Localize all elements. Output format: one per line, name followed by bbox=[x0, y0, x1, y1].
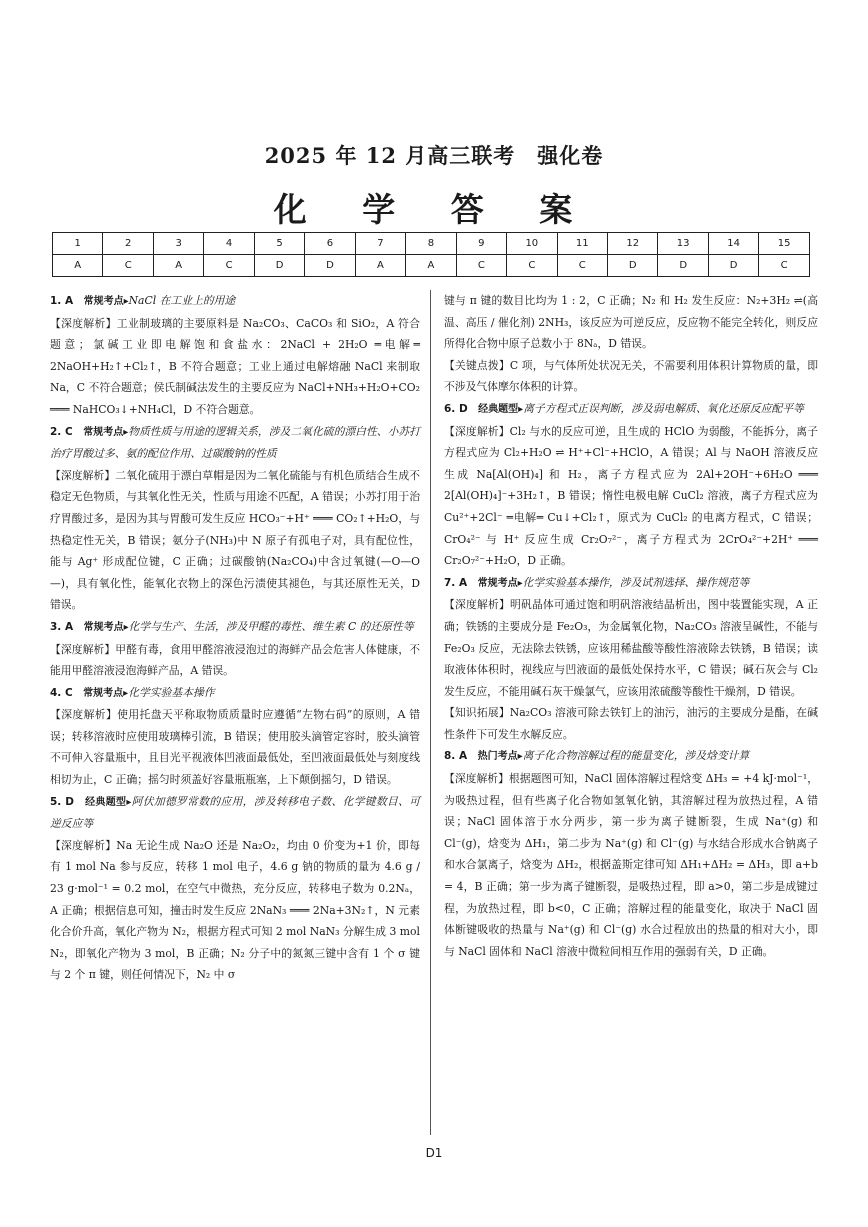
left-column bbox=[50, 290, 420, 986]
explanation-text: 【深度解析】二氧化硫用于漂白草帽是因为二氧化硫能与有机色质结合生成不稳定无色物质，与其氧化性无关，性质与用途不匹配，A 错误；小苏打用于治疗胃酸过多，是因为其与胃酸可发生反应 HCO₃⁻+H⁺ ═══ CO₂↑+H₂O，与热稳定性无关，B 错误；氨分子(NH₃)中 N 原子有孤电子对，具有配位性，能与 Ag⁺ 形成配位键，C 正确；过碳酸钠(Na₂CO₄)中含过氧键(—O—O—)，具有氧化性，能氧化衣物上的深色污渍使其褪色，与其还原性无关，D 错误。 bbox=[50, 468, 420, 612]
exam-title: 2025 年 12 月高三联考 强化卷 bbox=[264, 143, 604, 168]
answer-table-answer-cell: A bbox=[153, 255, 203, 277]
explanation-text: 【关键点拨】C 项，与气体所处状况无关，不需要利用体积计算物质的量，即不涉及气体摩尔体积的计算。 bbox=[444, 358, 818, 394]
answer-table-answer-cell: A bbox=[355, 255, 405, 277]
answer-table-number-cell: 10 bbox=[507, 233, 557, 255]
explanation-text: 【深度解析】甲醛有毒，食用甲醛溶液浸泡过的海鲜产品会危害人体健康，不能用甲醛溶液浸泡海鲜产品，A 错误。 bbox=[50, 642, 420, 678]
answer-table-answer-cell: C bbox=[507, 255, 557, 277]
answer-table-answer-cell: A bbox=[53, 255, 103, 277]
explanation-text: 【知识拓展】Na₂CO₃ 溶液可除去铁钉上的油污，油污的主要成分是酯，在碱性条件下可发生水解反应。 bbox=[444, 706, 818, 741]
answer-table-number-cell: 8 bbox=[406, 233, 456, 255]
answer-table-number-cell: 15 bbox=[759, 233, 810, 255]
answer-explanation bbox=[444, 572, 818, 703]
answer-table-answer-cell: D bbox=[658, 255, 708, 277]
answer-table-number-cell: 14 bbox=[708, 233, 758, 255]
explanation-text: 【深度解析】明矾晶体可通过饱和明矾溶液结晶析出，图中装置能实现，A 正确；铁锈的主要成分是 Fe₂O₃，为金属氧化物，Na₂CO₃ 溶液呈碱性，不能与 Fe₂O₃ 反应，无法除去铁锈，应该用稀盐酸等酸性溶液除去铁锈，B 错误；读取液体体积时，视线应与凹液面的最低处保持水平，C 错误；碱石灰会与 Cl₂ 发生反应，不能用碱石灰干燥氯气，应该用浓硫酸等酸性干燥剂，D 错误。 bbox=[444, 598, 818, 698]
answer-table-answer-row bbox=[53, 255, 810, 277]
answer-explanation bbox=[444, 355, 818, 398]
answer-table-answer-cell: C bbox=[103, 255, 153, 277]
answer-table-number-cell: 13 bbox=[658, 233, 708, 255]
question-heading: 7. A 常规考点▸化学实验基本操作，涉及试剂选择、操作规范等 bbox=[444, 575, 750, 589]
answer-table-number-cell: 11 bbox=[557, 233, 607, 255]
explanation-text: 【深度解析】工业制玻璃的主要原料是 Na₂CO₃、CaCO₃ 和 SiO₂，A 符合题意；氯碱工业即电解饱和食盐水：2NaCl + 2H₂O ═电解═ 2NaOH+H₂↑+Cl₂↑，B 不符合题意；工业上通过电解熔融 NaCl 来制取 Na，C 不符合题意；侯氏制碱法发生的主要反应为 NaCl+NH₃+H₂O+CO₂ ═══ NaHCO₃↓+NH₄Cl，D 不符合题意。 bbox=[50, 316, 420, 416]
question-heading: 8. A 热门考点▸离子化合物溶解过程的能量变化，涉及焓变计算 bbox=[444, 749, 750, 763]
answer-table-answer-cell: C bbox=[557, 255, 607, 277]
answer-table-number-cell: 3 bbox=[153, 233, 203, 255]
column-divider bbox=[430, 290, 431, 1135]
explanation-text: 【深度解析】根据题图可知，NaCl 固体溶解过程焓变 ΔH₃ = +4 kJ·mol⁻¹，为吸热过程，但有些离子化合物如氢氧化钠，其溶解过程为放热过程，A 错误；NaCl 固体溶于水分两步，第一步为离子键断裂，生成 Na⁺(g) 和 Cl⁻(g)，焓变为 ΔH₁，第二步为 Na⁺(g) 和 Cl⁻(g) 与水结合形成水合钠离子和水合氯离子，焓变为 ΔH₂，根据盖斯定律可知 ΔH₁+ΔH₂ = ΔH₃，即 a+b = 4，B 正确；第一步为离子键断裂，是吸热过程，即 a>0，第二步是成键过程，为放热过程，即 b<0，C 正确；溶解过程的能量变化，取决于 NaCl 固体断键吸收的热量与 Na⁺(g) 和 Cl⁻(g) 水合过程放出的热量的相对大小，即与 NaCl 固体和 NaCl 溶液中微粒间相互作用的强弱有关，D 正确。 bbox=[444, 772, 818, 958]
answer-table-number-cell: 4 bbox=[204, 233, 254, 255]
answer-explanation bbox=[50, 290, 420, 421]
right-column bbox=[444, 290, 818, 962]
answer-explanation bbox=[444, 702, 818, 745]
answer-table-number-cell: 1 bbox=[53, 233, 103, 255]
answer-table-number-cell: 6 bbox=[305, 233, 355, 255]
answer-table-answer-cell: D bbox=[305, 255, 355, 277]
answer-table-answer-cell: C bbox=[204, 255, 254, 277]
answer-table-answer-cell: C bbox=[759, 255, 810, 277]
explanation-text: 【深度解析】Na 无论生成 Na₂O 还是 Na₂O₂，均由 0 价变为+1 价，即每有 1 mol Na 参与反应，转移 1 mol 电子，4.6 g 钠的物质的量为 4.6 g / 23 g·mol⁻¹ = 0.2 mol，在空气中微热，充分反应，转移电子数为 0.2Nₐ，A 正确；根据信息可知，撞击时发生反应 2NaN₃ ═══ 2Na+3N₂↑，N 元素化合价升高，氧化产物为 N₂，根据方程式可知 2 mol NaN₃ 分解生成 3 mol N₂，即氧化产物为 3 mol，B 正确；N₂ 分子中的氮氮三键中含有 1 个 σ 键与 2 个 π 键，则任何情况下，N₂ 中 σ bbox=[50, 838, 420, 982]
answer-table-number-cell: 2 bbox=[103, 233, 153, 255]
answer-explanation bbox=[444, 290, 818, 355]
answer-table-answer-cell: C bbox=[456, 255, 506, 277]
answer-explanation bbox=[444, 398, 818, 572]
answer-table-number-cell: 12 bbox=[607, 233, 657, 255]
answer-table-answer-cell: D bbox=[607, 255, 657, 277]
document-subtitle: 化 学 答 案 bbox=[273, 190, 595, 229]
page-number: D1 bbox=[425, 1146, 443, 1160]
answer-explanation bbox=[50, 616, 420, 682]
explanation-text: 键与 π 键的数目比均为 1 : 2，C 正确；N₂ 和 H₂ 发生反应：N₂+3H₂ ⇌(高温、高压 / 催化剂) 2NH₃，该反应为可逆反应，反应物不能完全转化，则反应所得化合物中原子总数小于 8Nₐ，D 错误。 bbox=[444, 294, 818, 351]
answer-explanation bbox=[50, 682, 420, 791]
answer-explanation bbox=[50, 791, 420, 986]
answer-table bbox=[52, 232, 810, 277]
answer-table-number-row bbox=[53, 233, 810, 255]
explanation-text: 【深度解析】Cl₂ 与水的反应可逆，且生成的 HClO 为弱酸，不能拆分，离子方程式应为 Cl₂+H₂O ⇌ H⁺+Cl⁻+HClO，A 错误；Al 与 NaOH 溶液反应生成 Na[Al(OH)₄] 和 H₂，离子方程式应为 2Al+2OH⁻+6H₂O ═══ 2[Al(OH)₄]⁻+3H₂↑，B 错误；惰性电极电解 CuCl₂ 溶液，离子方程式应为 Cu²⁺+2Cl⁻ ═电解═ Cu↓+Cl₂↑，原式为 CuCl₂ 的电离方程式，C 错误；CrO₄²⁻ 与 H⁺ 反应生成 Cr₂O₇²⁻，离子方程式为 2CrO₄²⁻+2H⁺ ═══ Cr₂O₇²⁻+H₂O，D 正确。 bbox=[444, 424, 818, 568]
answer-explanation bbox=[50, 421, 420, 616]
answer-explanation bbox=[444, 745, 818, 962]
question-heading: 5. D 经典题型▸阿伏加德罗常数的应用，涉及转移电子数、化学键数目、可逆反应等 bbox=[50, 794, 421, 831]
answer-table-number-cell: 9 bbox=[456, 233, 506, 255]
answer-table-answer-cell: A bbox=[406, 255, 456, 277]
question-heading: 2. C 常规考点▸物质性质与用途的逻辑关系，涉及二氧化硫的漂白性、小苏打治疗胃酸过多、氨的配位作用、过碳酸钠的性质 bbox=[50, 424, 420, 461]
question-heading: 3. A 常规考点▸化学与生产、生活，涉及甲醛的毒性、维生素 C 的还原性等 bbox=[50, 619, 414, 633]
question-heading: 6. D 经典题型▸离子方程式正误判断，涉及弱电解质、氧化还原反应配平等 bbox=[444, 401, 804, 415]
answer-table-answer-cell: D bbox=[254, 255, 304, 277]
answer-table-number-cell: 5 bbox=[254, 233, 304, 255]
question-heading: 1. A 常规考点▸NaCl 在工业上的用途 bbox=[50, 294, 236, 307]
question-heading: 4. C 常规考点▸化学实验基本操作 bbox=[50, 685, 215, 699]
answer-table-answer-cell: D bbox=[708, 255, 758, 277]
answer-table-number-cell: 7 bbox=[355, 233, 405, 255]
explanation-text: 【深度解析】使用托盘天平称取物质质量时应遵循“左物右码”的原则，A 错误；转移溶液时应使用玻璃棒引流，B 错误；使用胶头滴管定容时，胶头滴管不可伸入容量瓶中，且目光平视液体凹液面最低处，至凹液面最低处与刻度线相切为止，C 正确；摇匀时须盖好容量瓶瓶塞，上下颠倒摇匀，D 错误。 bbox=[50, 708, 420, 787]
